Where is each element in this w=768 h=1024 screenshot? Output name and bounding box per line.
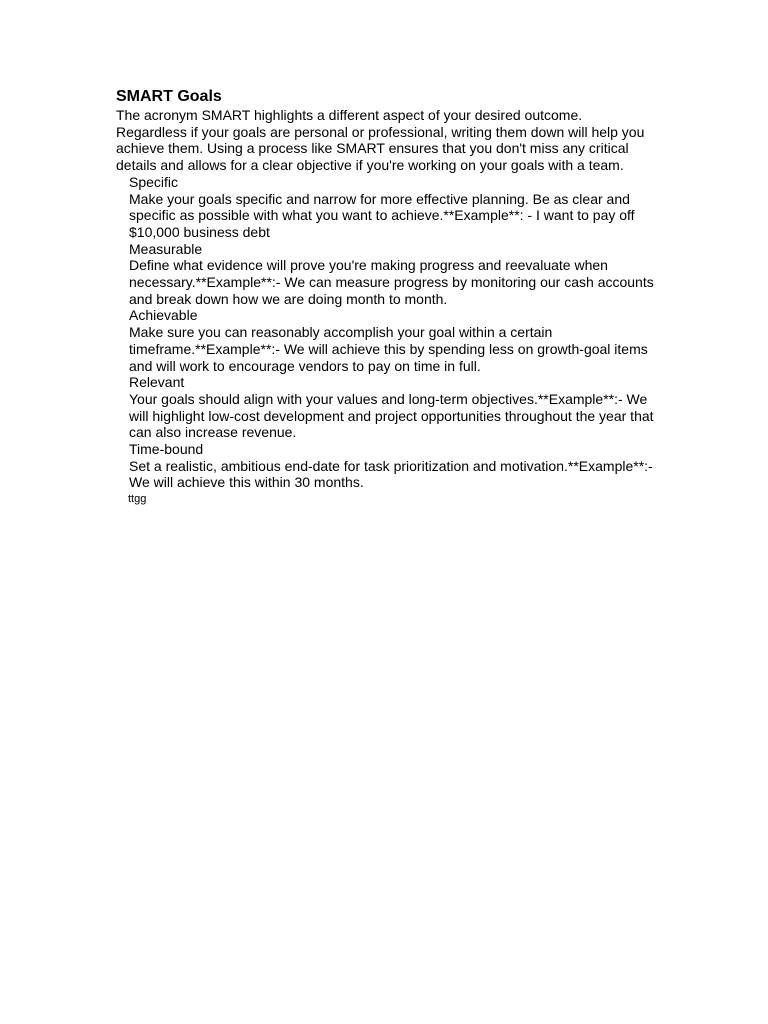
intro-paragraph: The acronym SMART highlights a different aspect of your desired outcome. Regardless if your goals are personal or professional, writing them down will help you achieve them. Using a process like SMART ensures that you don't miss any critical details and allows for a clear objective if you're working on your goals with a team.	[116, 107, 645, 174]
section-time-bound	[129, 441, 656, 491]
footer-note: ttgg	[128, 493, 147, 506]
section-relevant	[129, 374, 656, 441]
section-body: Your goals should align with your values and long-term objectives.**Example**:- We will highlight low-cost development and project opportunities throughout the year that can also increase revenue.	[129, 390, 654, 441]
section-measurable	[129, 241, 656, 308]
section-heading: Specific	[129, 173, 179, 190]
section-body: Make your goals specific and narrow for more effective planning. Be as clear and specific as possible with what you want to achieve.**Example**: - I want to pay off $10,000 business debt	[129, 190, 635, 240]
document-title: SMART Goals	[116, 88, 222, 105]
section-achievable	[129, 307, 656, 374]
section-body: Make sure you can reasonably accomplish your goal within a certain timeframe.**Example**:- We will achieve this by spending less on growth-goal items and will work to encourage vendors to pay on time in full.	[129, 324, 648, 374]
section-heading: Time-bound	[129, 441, 204, 458]
document-page	[116, 87, 656, 506]
section-body: Define what evidence will prove you're making progress and reevaluate when necessary.**Example**:- We can measure progress by monitoring our cash accounts and break down how we are doing month to month.	[129, 257, 654, 307]
section-body: Set a realistic, ambitious end-date for task prioritization and motivation.**Example**:- We will achieve this within 30 months.	[129, 457, 653, 491]
section-heading: Achievable	[129, 307, 198, 324]
section-heading: Relevant	[129, 374, 185, 391]
section-specific	[129, 174, 656, 241]
section-heading: Measurable	[129, 240, 203, 257]
